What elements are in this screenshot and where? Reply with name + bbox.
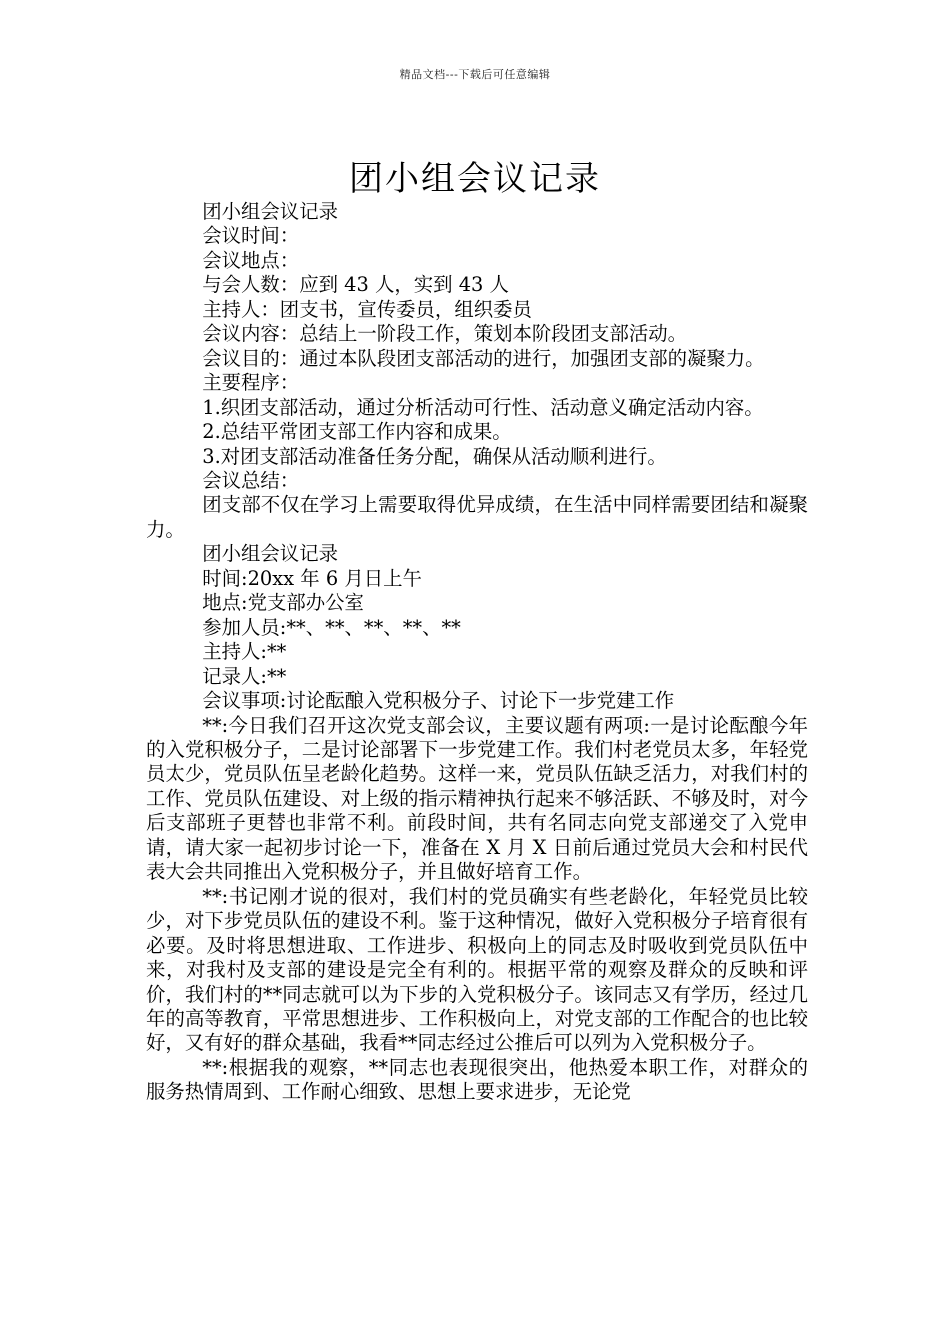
paragraph: 2.总结平常团支部工作内容和成果。 bbox=[202, 420, 512, 444]
paragraph: 与会人数：应到 43 人，实到 43 人 bbox=[202, 273, 509, 297]
paragraph: 参加人员:**、**、**、**、** bbox=[202, 615, 461, 639]
paragraph: 团支部不仅在学习上需要取得优异成绩，在生活中同样需要团结和凝聚力。 bbox=[146, 493, 808, 541]
paragraph: 主持人:** bbox=[202, 640, 287, 664]
paragraph: 团小组会议记录 bbox=[202, 542, 338, 566]
paragraph: 1.织团支部活动，通过分析活动可行性、活动意义确定活动内容。 bbox=[202, 395, 764, 419]
document-title: 团小组会议记录 bbox=[349, 158, 601, 199]
paragraph: 团小组会议记录 bbox=[202, 200, 338, 223]
paragraph: 会议地点： bbox=[202, 248, 300, 272]
paragraph: 会议事项:讨论酝酿入党积极分子、讨论下一步党建工作 bbox=[202, 689, 675, 713]
paragraph: 会议时间： bbox=[202, 224, 300, 248]
paragraph: 记录人:** bbox=[202, 664, 287, 688]
paragraph: 会议内容：总结上一阶段工作，策划本阶段团支部活动。 bbox=[202, 322, 688, 346]
header-note: 精品文档---下载后可任意编辑 bbox=[399, 68, 551, 81]
paragraph: 3.对团支部活动准备任务分配，确保从活动顺利进行。 bbox=[202, 444, 667, 468]
paragraph: 时间:20xx 年 6 月日上午 bbox=[202, 566, 422, 590]
paragraph: 主持人：团支书，宣传委员，组织委员 bbox=[202, 297, 532, 321]
document-body bbox=[146, 200, 808, 1105]
paragraph: 会议总结： bbox=[202, 468, 300, 492]
paragraph: **:书记刚才说的很对，我们村的党员确实有些老龄化，年轻党员比较少，对下步党员队伍的建设不利。鉴于这种情况，做好入党积极分子培育很有必要。及时将思想进取、工作进步、积极向上的同志及时吸收到党员队伍中来，对我村及支部的建设是完全有利的。根据平常的观察及群众的反映和评价，我们村的**同志就可以为下步的入党积极分子。该同志又有学历，经过几年的高等教育，平常思想进步、工作积极向上，对党支部的工作配合的也比较好，又有好的群众基础，我看**同志经过公推后可以列为入党积极分子。 bbox=[146, 884, 808, 1055]
paragraph: **:根据我的观察，**同志也表现很突出，他热爱本职工作，对群众的服务热情周到、工作耐心细致、思想上要求进步，无论党 bbox=[146, 1055, 808, 1104]
paragraph: 主要程序： bbox=[202, 371, 300, 395]
paragraph: 会议目的：通过本队段团支部活动的进行，加强团支部的凝聚力。 bbox=[202, 346, 765, 370]
paragraph: **:今日我们召开这次党支部会议，主要议题有两项:一是讨论酝酿今年的入党积极分子，二是讨论部署下一步党建工作。我们村老党员太多，年轻党员太少，党员队伍呈老龄化趋势。这样一来，党员队伍缺乏活力，对我们村的工作、党员队伍建设、对上级的指示精神执行起来不够活跃、不够及时，对今后支部班子更替也非常不利。前段时间，共有名同志向党支部递交了入党申请，请大家一起初步讨论一下，准备在 X 月 X 日前后通过党员大会和村民代表大会共同推出入党积极分子，并且做好培育工作。 bbox=[146, 713, 808, 884]
paragraph: 地点:党支部办公室 bbox=[202, 591, 364, 615]
